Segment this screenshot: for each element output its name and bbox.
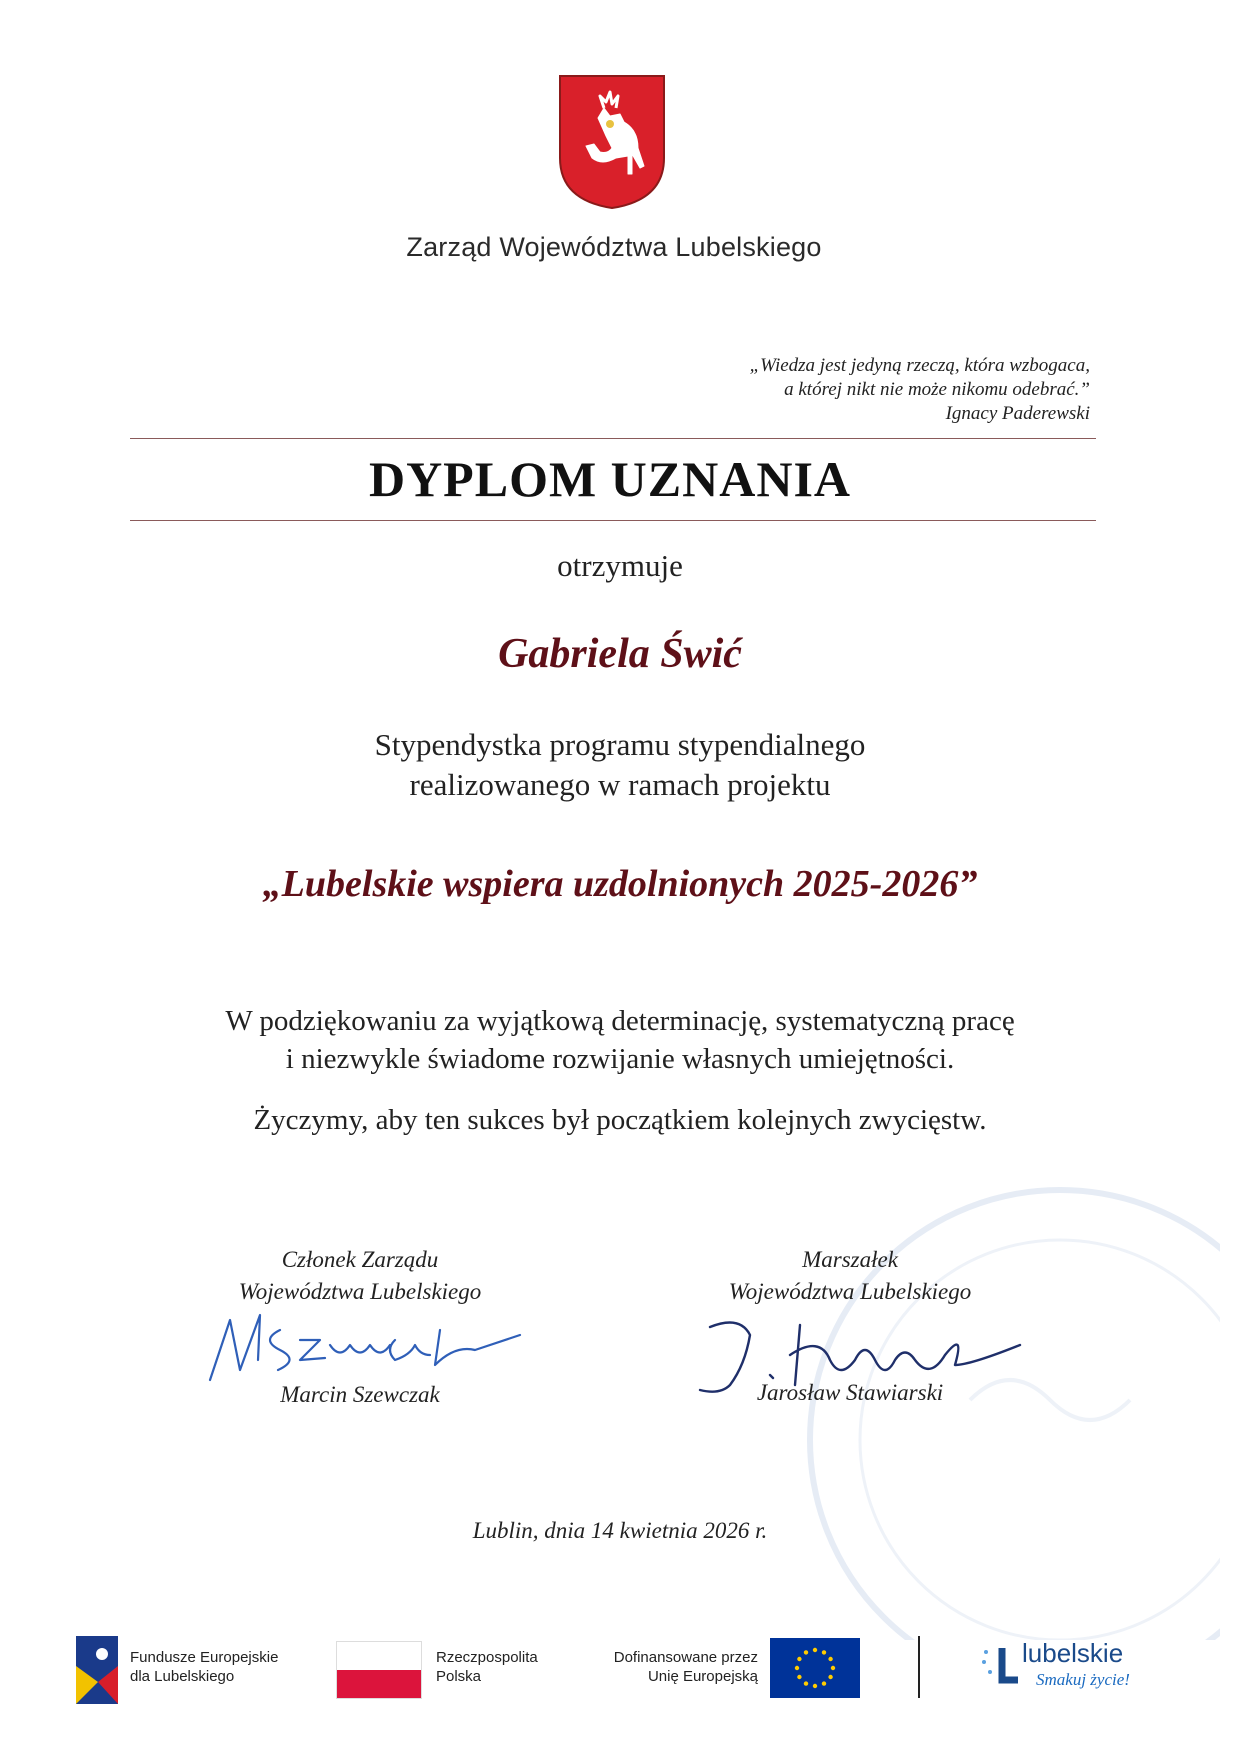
eu-star-icon — [804, 1650, 808, 1654]
logo-divider — [918, 1636, 920, 1698]
eu-star-icon — [828, 1675, 832, 1679]
fe-line-1: Fundusze Europejskie — [130, 1649, 279, 1666]
eu-star-icon — [795, 1666, 799, 1670]
quote-line-1: „Wiedza jest jedyną rzeczą, która wzbogaca, — [749, 355, 1090, 376]
project-name: „Lubelskie wspiera uzdolnionych 2025-2026” — [262, 863, 978, 905]
organization-name: Zarząd Województwa Lubelskiego — [406, 232, 822, 262]
fundusze-europejskie-logo-icon — [76, 1636, 118, 1704]
description-line-2: realizowanego w ramach projektu — [409, 767, 831, 802]
thanks-text — [150, 1002, 1090, 1078]
lublin-deer-coat-of-arms-icon — [558, 74, 666, 210]
rp-line-2: Polska — [436, 1668, 482, 1685]
polish-flag-icon — [336, 1641, 422, 1699]
rzeczpospolita-text — [436, 1648, 538, 1686]
wish-text: Życzymy, aby ten sukces był początkiem kolejnych zwycięstw. — [253, 1104, 987, 1136]
eu-star-icon — [813, 1684, 817, 1688]
lubelskie-slogan: Smakuj życie! — [1036, 1670, 1130, 1689]
quote — [750, 354, 1090, 426]
lubelskie-logo — [980, 1638, 1140, 1704]
quote-line-2: a której nikt nie może nikomu odebrać.” — [784, 379, 1090, 400]
eu-star-icon — [822, 1650, 826, 1654]
description-line-1: Stypendystka programu stypendialnego — [374, 727, 866, 762]
place-and-date: Lublin, dnia 14 kwietnia 2026 r. — [472, 1518, 768, 1543]
left-handwritten-signature — [200, 1300, 530, 1390]
diploma-title: DYPLOM UZNANIA — [368, 451, 852, 507]
eu-star-icon — [797, 1657, 801, 1661]
left-role-line-2: Województwa Lubelskiego — [238, 1279, 482, 1304]
fe-line-2: dla Lubelskiego — [130, 1668, 235, 1685]
bottom-divider — [130, 520, 1096, 521]
lubelskie-l-icon — [980, 1644, 1020, 1688]
right-signatory-role — [680, 1244, 1020, 1308]
eu-star-icon — [804, 1681, 808, 1685]
top-divider — [130, 438, 1096, 439]
quote-author: Ignacy Paderewski — [945, 403, 1090, 424]
eu-star-icon — [813, 1648, 817, 1652]
right-role-line-2: Województwa Lubelskiego — [728, 1279, 972, 1304]
eu-flag-icon — [770, 1638, 860, 1698]
left-signatory-role — [200, 1244, 520, 1308]
right-role-line-1: Marszałek — [802, 1247, 898, 1272]
description — [270, 725, 970, 805]
fundusze-europejskie-text — [130, 1648, 278, 1686]
recipient-name: Gabriela Świć — [498, 631, 742, 677]
eu-line-1: Dofinansowane przez — [613, 1649, 758, 1666]
left-role-line-1: Członek Zarządu — [281, 1247, 439, 1272]
lubelskie-brand: lubelskie — [1022, 1638, 1124, 1668]
eu-star-icon — [822, 1681, 826, 1685]
eu-funding-text — [590, 1648, 758, 1686]
eu-star-icon — [828, 1657, 832, 1661]
left-signatory-name: Marcin Szewczak — [280, 1382, 440, 1407]
right-signatory-name: Jarosław Stawiarski — [756, 1380, 944, 1405]
thanks-line-1: W podziękowaniu za wyjątkową determinację, systematyczną pracę — [225, 1005, 1015, 1037]
eu-line-2: Unię Europejską — [647, 1668, 758, 1685]
rp-line-1: Rzeczpospolita — [436, 1649, 538, 1666]
eu-star-icon — [831, 1666, 835, 1670]
eu-star-icon — [797, 1675, 801, 1679]
thanks-line-2: i niezwykle świadome rozwijanie własnych umiejętności. — [285, 1043, 955, 1075]
receives-label: otrzymuje — [557, 548, 683, 583]
